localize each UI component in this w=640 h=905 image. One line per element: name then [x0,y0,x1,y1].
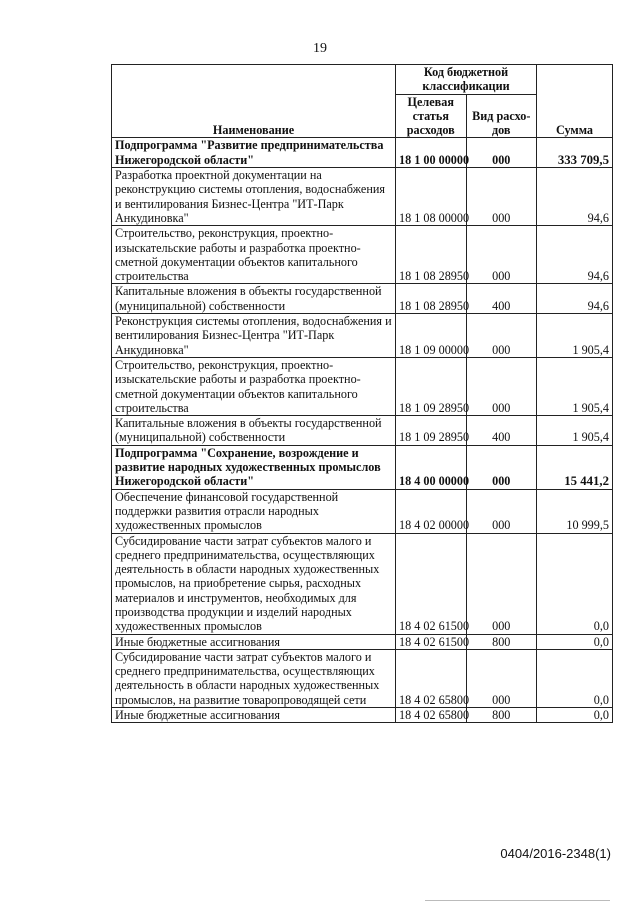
row-target-article-cell: 18 4 02 65800 [396,708,467,723]
row-sum-cell: 0,0 [537,708,613,723]
table-row [112,284,613,314]
row-expense-type-cell: 000 [466,138,537,168]
row-sum-cell: 1 905,4 [537,357,613,415]
table-row [112,708,613,723]
row-target-article-cell: 18 4 02 61500 [396,634,467,649]
row-name-cell: Капитальные вложения в объекты государственной (муниципальной) собственности [112,416,396,446]
table-row [112,445,613,489]
table-row [112,226,613,284]
row-target-article-cell: 18 1 00 00000 [396,138,467,168]
row-name-cell: Субсидирование части затрат субъектов малого и среднего предпринимательства, осуществляющих деятельность в области народных художественных промыслов, на приобретение сырья, расходных материалов и инструментов, необходимых для производства продукции и изделий народных художественных промыслов [112,533,396,634]
row-expense-type-cell: 800 [466,634,537,649]
row-name-cell: Строительство, реконструкция, проектно-изыскательские работы и разработка проектно-сметной документации объектов капитального строительства [112,357,396,415]
row-expense-type-cell: 000 [466,314,537,358]
header-name: Наименование [112,65,396,138]
row-expense-type-cell: 000 [466,533,537,634]
header-sum: Сумма [537,65,613,138]
row-sum-cell: 15 441,2 [537,445,613,489]
row-name-cell: Субсидирование части затрат субъектов малого и среднего предпринимательства, осуществляющих деятельность в области народных художественных промыслов, на развитие товаропроводящей сети [112,649,396,707]
row-expense-type-cell: 000 [466,226,537,284]
row-target-article-cell: 18 4 00 00000 [396,445,467,489]
table-row [112,357,613,415]
table-row [112,649,613,707]
row-sum-cell: 94,6 [537,168,613,226]
scan-edge-line [425,900,610,901]
row-sum-cell: 333 709,5 [537,138,613,168]
row-name-cell: Строительство, реконструкция, проектно-изыскательские работы и разработка проектно-сметной документации объектов капитального строительства [112,226,396,284]
table-row [112,168,613,226]
row-name-cell: Подпрограмма "Сохранение, возрождение и развитие народных художественных промыслов Нижегородской области" [112,445,396,489]
row-target-article-cell: 18 1 08 28950 [396,226,467,284]
row-sum-cell: 0,0 [537,634,613,649]
row-expense-type-cell: 400 [466,284,537,314]
row-name-cell: Разработка проектной документации на реконструкцию системы отопления, водоснабжения и вентилирования Бизнес-Центра "ИТ-Парк Анкудиновка" [112,168,396,226]
row-target-article-cell: 18 4 02 65800 [396,649,467,707]
table-row [112,634,613,649]
row-expense-type-cell: 400 [466,416,537,446]
row-expense-type-cell: 000 [466,445,537,489]
table-row [112,314,613,358]
header-target-article: Целевая статья расходов [396,94,467,138]
document-id: 0404/2016-2348(1) [500,846,611,861]
table-row [112,416,613,446]
row-expense-type-cell: 800 [466,708,537,723]
row-name-cell: Иные бюджетные ассигнования [112,634,396,649]
row-target-article-cell: 18 1 09 00000 [396,314,467,358]
table-row [112,138,613,168]
table-row [112,533,613,634]
row-name-cell: Иные бюджетные ассигнования [112,708,396,723]
row-name-cell: Реконструкция системы отопления, водоснабжения и вентилирования Бизнес-Центра "ИТ-Парк Анкудиновка" [112,314,396,358]
row-expense-type-cell: 000 [466,649,537,707]
row-name-cell: Обеспечение финансовой государственной поддержки развития отрасли народных художественных промыслов [112,489,396,533]
row-sum-cell: 1 905,4 [537,314,613,358]
row-target-article-cell: 18 4 02 61500 [396,533,467,634]
row-name-cell: Капитальные вложения в объекты государственной (муниципальной) собственности [112,284,396,314]
row-expense-type-cell: 000 [466,357,537,415]
header-expense-type: Вид расхо-дов [466,94,537,138]
row-name-cell: Подпрограмма "Развитие предпринимательства Нижегородской области" [112,138,396,168]
row-sum-cell: 94,6 [537,226,613,284]
table-body [112,138,613,723]
table-row [112,489,613,533]
row-sum-cell: 0,0 [537,533,613,634]
budget-table [111,64,613,723]
row-target-article-cell: 18 1 08 28950 [396,284,467,314]
row-target-article-cell: 18 4 02 00000 [396,489,467,533]
row-sum-cell: 1 905,4 [537,416,613,446]
row-expense-type-cell: 000 [466,168,537,226]
row-sum-cell: 10 999,5 [537,489,613,533]
row-target-article-cell: 18 1 08 00000 [396,168,467,226]
row-sum-cell: 94,6 [537,284,613,314]
page-number: 19 [313,41,327,56]
row-target-article-cell: 18 1 09 28950 [396,416,467,446]
row-expense-type-cell: 000 [466,489,537,533]
header-code-group: Код бюджетной классификации [396,65,537,95]
row-sum-cell: 0,0 [537,649,613,707]
row-target-article-cell: 18 1 09 28950 [396,357,467,415]
header-row [112,65,613,95]
